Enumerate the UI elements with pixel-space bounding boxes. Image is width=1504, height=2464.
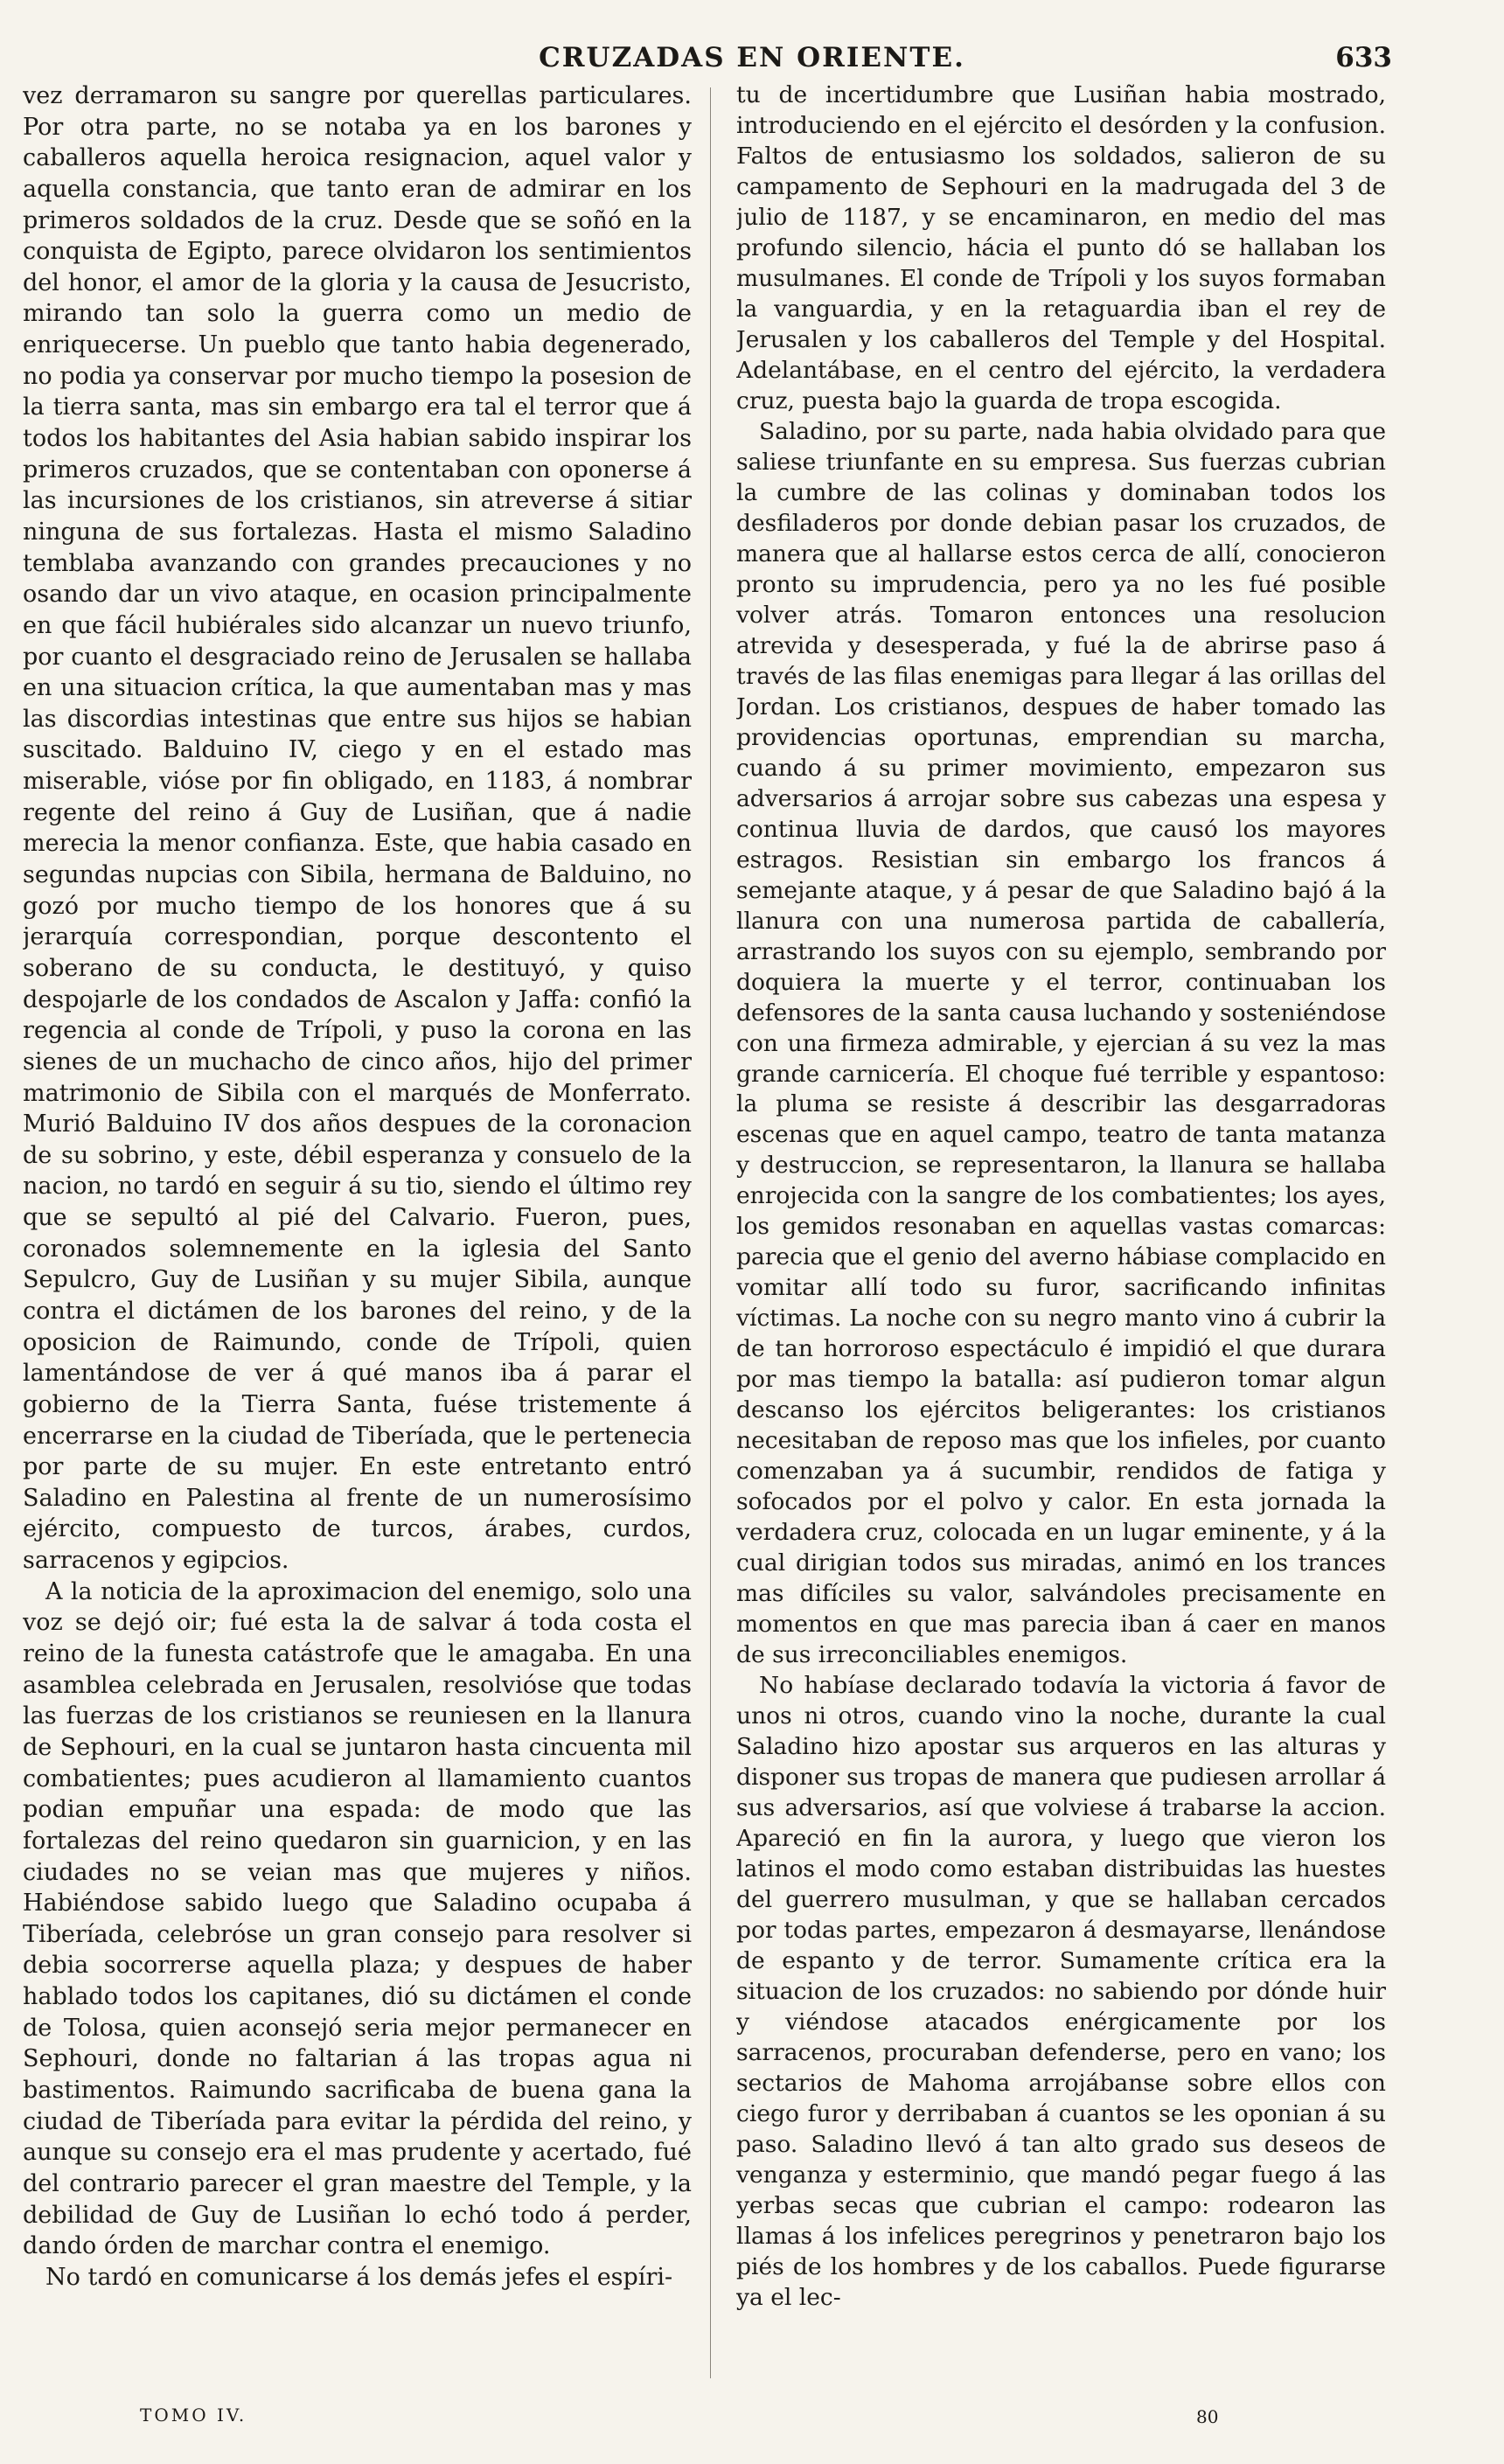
running-head: [0, 42, 1504, 80]
page-number: 633: [1335, 42, 1392, 73]
paragraph: tu de incertidumbre que Lusiñan habia mostrado, introduciendo en el ejército el desórden y la confusion. Faltos de entusiasmo los soldados, salieron de su campamento de Sephouri en la madrugada del 3 de julio de 1187, y se encaminaron, en medio del mas profundo silencio, hácia el punto dó se hallaban los musulmanes. El conde de Trípoli y los suyos formaban la vanguardia, y en la retaguardia iban el rey de Jerusalen y los caballeros del Temple y del Hospital. Adelantábase, en el centro del ejército, la verdadera cruz, puesta bajo la guarda de tropa escogida.: [736, 81, 1386, 414]
running-title: CRUZADAS EN ORIENTE.: [539, 42, 965, 73]
column-divider: [710, 87, 711, 2378]
paragraph: vez derramaron su sangre por querellas particulares. Por otra parte, no se notaba ya en los barones y caballeros aquella heroica resignacion, aquel valor y aquella constancia, que tanto eran de admirar en los primeros soldados de la cruz. Desde que se soñó en la conquista de Egipto, parece olvidaron los sentimientos del honor, el amor de la gloria y la causa de Jesucristo, mirando tan solo la guerra como un medio de enriquecerse. Un pueblo que tanto habia degenerado, no podia ya conservar por mucho tiempo la posesion de la tierra santa, mas sin embargo era tal el terror que á todos los habitantes del Asia habian sabido inspirar los primeros cruzados, que se contentaban con oponerse á las incursiones de los cristianos, sin atreverse á sitiar ninguna de sus fortalezas. Hasta el mismo Saladino temblaba avanzando con grandes precauciones y no osando dar un vivo ataque, en ocasion principalmente en que fácil hubiérales sido alcanzar un nuevo triunfo, por cuanto el desgraciado reino de Jerusalen se hallaba en una situacion crítica, la que aumentaban mas y mas las discordias intestinas que entre sus hijos se habian suscitado. Balduino IV, ciego y en el estado mas miserable, vióse por fin obligado, en 1183, á nombrar regente del reino á Guy de Lusiñan, que á nadie merecia la menor confianza. Este, que habia casado en segundas nupcias con Sibila, hermana de Balduino, no gozó por mucho tiempo de los honores que á su jerarquía correspondian, porque descontento el soberano de su conducta, le destituyó, y quiso despojarle de los condados de Ascalon y Jaffa: confió la regencia al conde de Trípoli, y puso la corona en las sienes de un muchacho de cinco años, hijo del primer matrimonio de Sibila con el marqués de Monferrato. Murió Balduino IV dos años despues de la coronacion de su sobrino, y este, débil esperanza y consuelo de la nacion, no tardó en seguir á su tio, siendo el último rey que se sepultó al pié del Calvario. Fueron, pues, coronados solemnemente en la iglesia del Santo Sepulcro, Guy de Lusiñan y su mujer Sibila, aunque contra el dictámen de los barones del reino, y de la oposicion de Raimundo, conde de Trípoli, quien lamentándose de ver á qué manos iba á parar el gobierno de la Tierra Santa, fuése tristemente á encerrarse en la ciudad de Tiberíada, que le pertenecia por parte de su mujer. En este entretanto entró Saladino en Palestina al frente de un numerosísimo ejército, compuesto de turcos, árabes, curdos, sarracenos y egipcios.: [23, 82, 692, 1575]
printer-signature: TOMO IV.: [140, 2405, 247, 2426]
paragraph: Saladino, por su parte, nada habia olvidado para que saliese triunfante en su empresa. Sus fuerzas cubrian la cumbre de las colinas y dominaban todos los desfiladeros por donde debian pasar los cruzados, de manera que al hallarse estos cerca de allí, conocieron pronto su imprudencia, pero ya no les fué posible volver atrás. Tomaron entonces una resolucion atrevida y desesperada, y fué la de abrirse paso á través de las filas enemigas para llegar á las orillas del Jordan. Los cristianos, despues de haber tomado las providencias oportunas, emprendian su marcha, cuando á su primer movimiento, empezaron sus adversarios á arrojar sobre sus cabezas una espesa y continua lluvia de dardos, que causó los mayores estragos. Resistian sin embargo los francos á semejante ataque, y á pesar de que Saladino bajó á la llanura con una numerosa partida de caballería, arrastrando los suyos con su ejemplo, sembrando por doquiera la muerte y el terror, continuaban los defensores de la santa causa luchando y sosteniéndose con una firmeza admirable, y ejercian á su vez la mas grande carnicería. El choque fué terrible y espantoso: la pluma se resiste á describir las desgarradoras escenas que en aquel campo, teatro de tanta matanza y destruccion, se representaron, la llanura se hallaba enrojecida con la sangre de los combatientes; los ayes, los gemidos resonaban en aquellas vastas comarcas: parecia que el genio del averno hábiase complacido en vomitar allí todo su furor, sacrificando infinitas víctimas. La noche con su negro manto vino á cubrir la de tan horroroso espectáculo é impidió el que durara por mas tiempo la batalla: así pudieron tomar algun descanso los ejércitos beligerantes: los cristianos necesitaban de reposo mas que los infieles, por cuanto comenzaban ya á sucumbir, rendidos de fatiga y sofocados por el polvo y calor. En esta jornada la verdadera cruz, colocada en un lugar eminente, y á la cual dirigian todos sus miradas, animó en los trances mas difíciles su valor, salvándoles precisamente en momentos en que mas parecia iban á caer en manos de sus irreconciliables enemigos.: [736, 417, 1386, 1669]
paragraph: No tardó en comunicarse á los demás jefes el espíri-: [45, 2263, 673, 2291]
right-column: [736, 80, 1386, 2389]
paragraph: No habíase declarado todavía la victoria á favor de unos ni otros, cuando vino la noche, durante la cual Saladino hizo apostar sus arqueros en las alturas y disponer sus tropas de manera que pudiesen arrollar á sus adversarios, así que volviese á trabarse la accion. Apareció en fin la aurora, y luego que vieron los latinos el modo como estaban distribuidas las huestes del guerrero musulman, y que se hallaban cercados por todas partes, empezaron á desmayarse, llenándose de espanto y de terror. Sumamente crítica era la situacion de los cruzados: no sabiendo por dónde huir y viéndose atacados enérgicamente por los sarracenos, procuraban defenderse, pero en vano; los sectarios de Mahoma arrojábanse sobre ellos con ciego furor y derribaban á cuantos se les oponian á su paso. Saladino llevó á tan alto grado sus deseos de venganza y esterminio, que mandó pegar fuego á las yerbas secas que cubrian el campo: rodearon las llamas á los infelices peregrinos y penetraron bajo los piés de los hombres y de los caballos. Puede figurarse ya el lec-: [736, 1672, 1386, 2311]
sheet-number: 80: [1196, 2406, 1219, 2427]
left-column: [23, 80, 692, 2389]
paragraph: A la noticia de la aproximacion del enemigo, solo una voz se dejó oir; fué esta la de salvar á toda costa el reino de la funesta catástrofe que le amagaba. En una asamblea celebrada en Jerusalen, resolvióse que todas las fuerzas de los cristianos se reuniesen en la llanura de Sephouri, en la cual se juntaron hasta cincuenta mil combatientes; pues acudieron al llamamiento cuantos podian empuñar una espada: de modo que las fortalezas del reino quedaron sin guarnicion, y en las ciudades no se veian mas que mujeres y niños. Habiéndose sabido luego que Saladino ocupaba á Tiberíada, celebróse un gran consejo para resolver si debia socorrerse aquella plaza; y despues de haber hablado todos los capitanes, dió su dictámen el conde de Tolosa, quien aconsejó seria mejor permanecer en Sephouri, donde no faltarian á las tropas agua ni bastimentos. Raimundo sacrificaba de buena gana la ciudad de Tiberíada para evitar la pérdida del reino, y aunque su consejo era el mas prudente y acertado, fué del contrario parecer el gran maestre del Temple, y la debilidad de Guy de Lusiñan lo echó todo á perder, dando órden de marchar contra el enemigo.: [23, 1577, 692, 2260]
